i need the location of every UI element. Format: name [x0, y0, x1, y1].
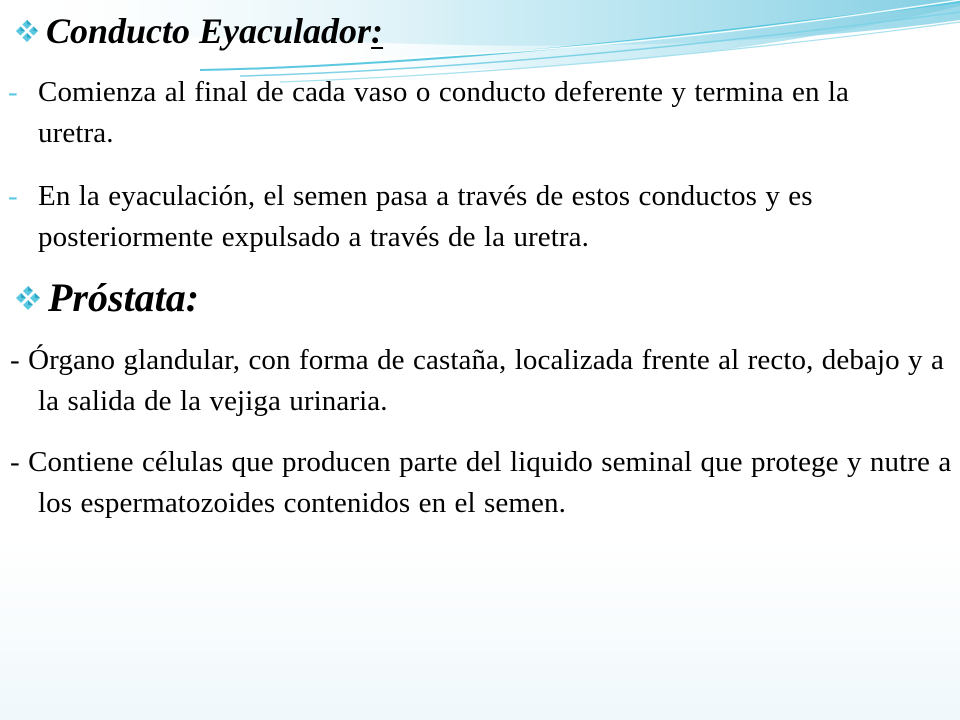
paragraph: - Órgano glandular, con forma de castaña, localizada frente al recto, debajo y a la salida de la vejiga urinaria. [10, 344, 944, 417]
dash-marker: - [8, 180, 18, 212]
section-heading-prostata [14, 272, 199, 324]
list-item [8, 176, 928, 258]
diamond-bullet-icon [14, 284, 42, 312]
section-title-suffix: : [371, 11, 384, 51]
paragraph: - Contiene células que producen parte del liquido seminal que protege y nutre a los espermatozoides contenidos en el semen. [10, 446, 952, 519]
list-item-text: En la eyaculación, el semen pasa a través de estos conductos y es posteriormente expulsado a través de la uretra. [38, 180, 813, 253]
list-item [8, 72, 918, 154]
list-item-text: Comienza al final de cada vaso o conducto deferente y termina en la uretra. [38, 76, 850, 149]
dash-marker: - [8, 76, 18, 108]
section-heading-conducto-eyaculador [14, 8, 383, 54]
diamond-bullet-icon [14, 18, 40, 44]
section-title: Próstata: [48, 275, 200, 320]
section-title: Conducto Eyaculador [46, 11, 372, 51]
